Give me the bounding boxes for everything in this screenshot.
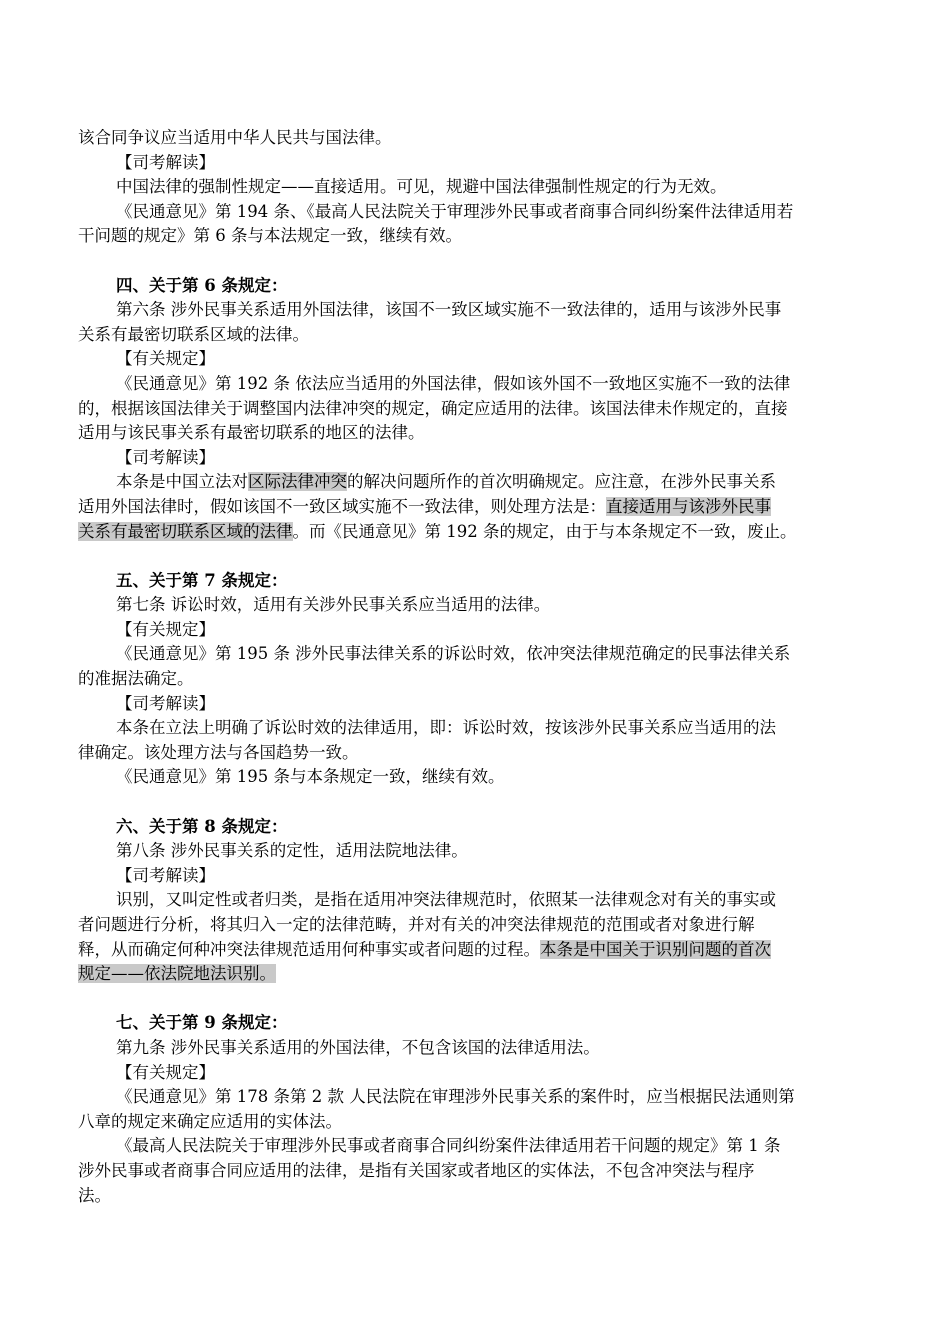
interpretation-text bbox=[78, 470, 898, 495]
related-provision-text: 《最高人民法院关于审理涉外民事或者商事合同纠纷案件法律适用若干问题的规定》第 1 条 bbox=[116, 1136, 781, 1156]
section-heading-article-8: 六、关于第 8 条规定： bbox=[116, 816, 288, 836]
section-gap bbox=[78, 544, 898, 569]
highlighted-text: 直接适用与该涉外民事 bbox=[606, 496, 771, 516]
interpretation-text: 律确定。该处理方法与各国趋势一致。 bbox=[78, 742, 359, 762]
related-provision-text: 《民通意见》第 178 条第 2 款 人民法院在审理涉外民事关系的案件时，应当根据民法通则第 bbox=[116, 1087, 795, 1107]
article-8-text: 第八条 涉外民事关系的定性，适用法院地法律。 bbox=[116, 841, 468, 861]
article-6-text: 关系有最密切联系区域的法律。 bbox=[78, 324, 309, 344]
related-provision-text: 的，根据该国法律关于调整国内法律冲突的规定，确定应适用的法律。该国法律未作规定的，直接 bbox=[78, 398, 788, 418]
highlighted-text: 关系有最密切联系区域的法律 bbox=[78, 521, 293, 541]
interpretation-text bbox=[78, 520, 898, 545]
section-heading-article-9: 七、关于第 9 条规定： bbox=[116, 1013, 288, 1033]
related-provision-text: 法。 bbox=[78, 1185, 111, 1205]
paragraph-line: 中国法律的强制性规定——直接适用。可见，规避中国法律强制性规定的行为无效。 bbox=[116, 177, 727, 197]
related-provisions-label: 【有关规定】 bbox=[116, 619, 215, 639]
article-9-text: 第九条 涉外民事关系适用的外国法律，不包含该国的法律适用法。 bbox=[116, 1037, 600, 1057]
article-7-text: 第七条 诉讼时效，适用有关涉外民事关系应当适用的法律。 bbox=[116, 595, 551, 615]
interpretation-text: 识别，又叫定性或者归类，是指在适用冲突法律规范时，依照某一法律观念对有关的事实或 bbox=[116, 890, 776, 910]
section-gap bbox=[78, 790, 898, 815]
related-provision-text: 适用与该民事关系有最密切联系的地区的法律。 bbox=[78, 423, 425, 443]
interpretation-label: 【司考解读】 bbox=[116, 152, 215, 172]
related-provision-text: 《民通意见》第 192 条 依法应当适用的外国法律，假如该外国不一致地区实施不一致的法律 bbox=[116, 373, 791, 393]
paragraph-line: 干问题的规定》第 6 条与本法规定一致，继续有效。 bbox=[78, 226, 462, 246]
interpretation-label: 【司考解读】 bbox=[116, 865, 215, 885]
section-gap bbox=[78, 987, 898, 1012]
section-heading-article-7: 五、关于第 7 条规定： bbox=[116, 570, 288, 590]
document-page bbox=[78, 126, 898, 1208]
interpretation-text: 《民通意见》第 195 条与本条规定一致，继续有效。 bbox=[116, 767, 505, 787]
interpretation-label: 【司考解读】 bbox=[116, 447, 215, 467]
related-provision-text: 涉外民事或者商事合同应适用的法律，是指有关国家或者地区的实体法，不包含冲突法与程序 bbox=[78, 1160, 755, 1180]
text-run: 本条是中国立法对 bbox=[116, 472, 248, 492]
interpretation-text bbox=[78, 495, 898, 520]
interpretation-label: 【司考解读】 bbox=[116, 693, 215, 713]
highlighted-text: 规定——依法院地法识别。 bbox=[78, 964, 276, 984]
section-gap bbox=[78, 249, 898, 274]
related-provisions-label: 【有关规定】 bbox=[116, 349, 215, 369]
paragraph-line: 《民通意见》第 194 条、《最高人民法院关于审理涉外民事或者商事合同纠纷案件法律适用若 bbox=[116, 201, 794, 221]
text-run: 。而《民通意见》第 192 条的规定，由于与本条规定不一致，废止。 bbox=[292, 521, 797, 541]
related-provisions-label: 【有关规定】 bbox=[116, 1062, 215, 1082]
interpretation-text bbox=[78, 962, 898, 987]
related-provision-text: 《民通意见》第 195 条 涉外民事法律关系的诉讼时效，依冲突法律规范确定的民事法律关系 bbox=[116, 644, 791, 664]
text-run: 的解决问题所作的首次明确规定。应注意，在涉外民事关系 bbox=[347, 472, 776, 492]
highlighted-text: 区际法律冲突 bbox=[248, 472, 347, 492]
section-heading-article-6: 四、关于第 6 条规定： bbox=[116, 275, 288, 295]
related-provision-text: 八章的规定来确定应适用的实体法。 bbox=[78, 1111, 342, 1131]
interpretation-text bbox=[78, 938, 898, 963]
related-provision-text: 的准据法确定。 bbox=[78, 669, 194, 689]
interpretation-text: 本条在立法上明确了诉讼时效的法律适用，即：诉讼时效，按该涉外民事关系应当适用的法 bbox=[116, 718, 776, 738]
highlighted-text: 本条是中国关于识别问题的首次 bbox=[540, 939, 771, 959]
interpretation-text: 者问题进行分析，将其归入一定的法律范畴，并对有关的冲突法律规范的范围或者对象进行解 bbox=[78, 915, 755, 934]
text-run: 适用外国法律时，假如该国不一致区域实施不一致法律，则处理方法是： bbox=[78, 496, 606, 516]
text-run: 释，从而确定何种冲突法律规范适用何种事实或者问题的过程。 bbox=[78, 939, 540, 959]
article-6-text: 第六条 涉外民事关系适用外国法律，该国不一致区域实施不一致法律的，适用与该涉外民事 bbox=[116, 300, 782, 320]
paragraph-line: 该合同争议应当适用中华人民共与国法律。 bbox=[78, 128, 392, 147]
